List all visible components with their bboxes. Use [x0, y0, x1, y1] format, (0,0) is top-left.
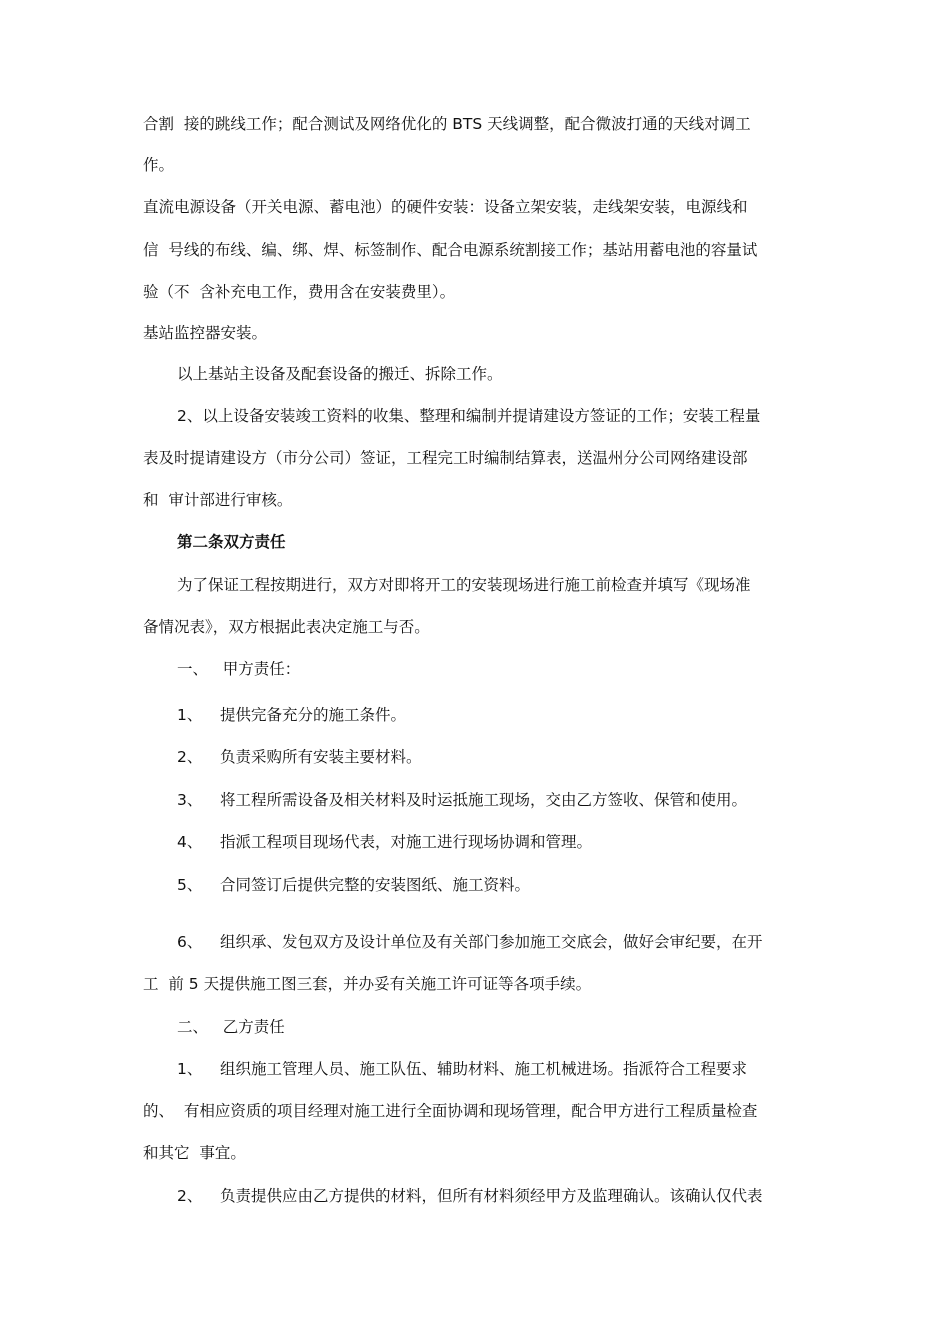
list-item-text: 负责提供应由乙方提供的材料，但所有材料须经甲方及监理确认。该确认仅代表	[220, 1187, 763, 1205]
list-number: 1、	[177, 1060, 203, 1078]
text-line: 验（不 含补充电工作，费用含在安装费里）。	[143, 283, 456, 301]
list-item-text: 指派工程项目现场代表，对施工进行现场协调和管理。	[220, 833, 593, 851]
list-item-text: 组织施工管理人员、施工队伍、辅助材料、施工机械进场。指派符合工程要求	[220, 1060, 748, 1078]
list-number: 3、	[177, 791, 203, 809]
list-item-text: 提供完备充分的施工条件。	[220, 706, 407, 724]
text-line: 和其它 事宜。	[143, 1144, 246, 1162]
list-number: 5、	[177, 876, 203, 894]
list-item-text: 组织承、发包双方及设计单位及有关部门参加施工交底会，做好会审纪要，在开	[220, 933, 763, 951]
text-line: 表及时提请建设方（市分公司）签证，工程完工时编制结算表，送温州分公司网络建设部	[143, 449, 748, 467]
list-number: 1、	[177, 706, 203, 724]
subsection-heading: 二、 乙方责任	[177, 1018, 285, 1036]
text-line: 和 审计部进行审核。	[143, 491, 293, 509]
text-line: 基站监控器安装。	[143, 324, 268, 342]
text-line: 2、以上设备安装竣工资料的收集、整理和编制并提请建设方签证的工作；安装工程量	[177, 407, 761, 425]
list-number: 4、	[177, 833, 203, 851]
list-item-text: 将工程所需设备及相关材料及时运抵施工现场，交由乙方签收、保管和使用。	[220, 791, 748, 809]
list-number: 2、	[177, 1187, 203, 1205]
list-number: 6、	[177, 933, 203, 951]
text-line: 作。	[143, 156, 175, 174]
text-line: 合割 接的跳线工作；配合测试及网络优化的 BTS 天线调整，配合微波打通的天线对调工	[143, 115, 751, 133]
list-number: 2、	[177, 748, 203, 766]
text-line: 信 号线的布线、编、绑、焊、标签制作、配合电源系统割接工作；基站用蓄电池的容量试	[143, 241, 758, 259]
text-line: 工 前 5 天提供施工图三套，并办妥有关施工许可证等各项手续。	[143, 975, 592, 993]
text-line: 以上基站主设备及配套设备的搬迁、拆除工作。	[177, 365, 503, 383]
list-item-text: 负责采购所有安装主要材料。	[220, 748, 422, 766]
section-heading: 第二条双方责任	[177, 533, 286, 551]
subsection-heading: 一、 甲方责任：	[177, 660, 301, 678]
text-line: 备情况表》，双方根据此表决定施工与否。	[143, 618, 430, 636]
text-line: 的、 有相应资质的项目经理对施工进行全面协调和现场管理，配合甲方进行工程质量检查	[143, 1102, 758, 1120]
text-line: 为了保证工程按期进行，双方对即将开工的安装现场进行施工前检查并填写《现场准	[177, 576, 751, 594]
list-item-text: 合同签订后提供完整的安装图纸、施工资料。	[220, 876, 531, 894]
text-line: 直流电源设备（开关电源、蓄电池）的硬件安装：设备立架安装，走线架安装，电源线和	[143, 198, 748, 216]
